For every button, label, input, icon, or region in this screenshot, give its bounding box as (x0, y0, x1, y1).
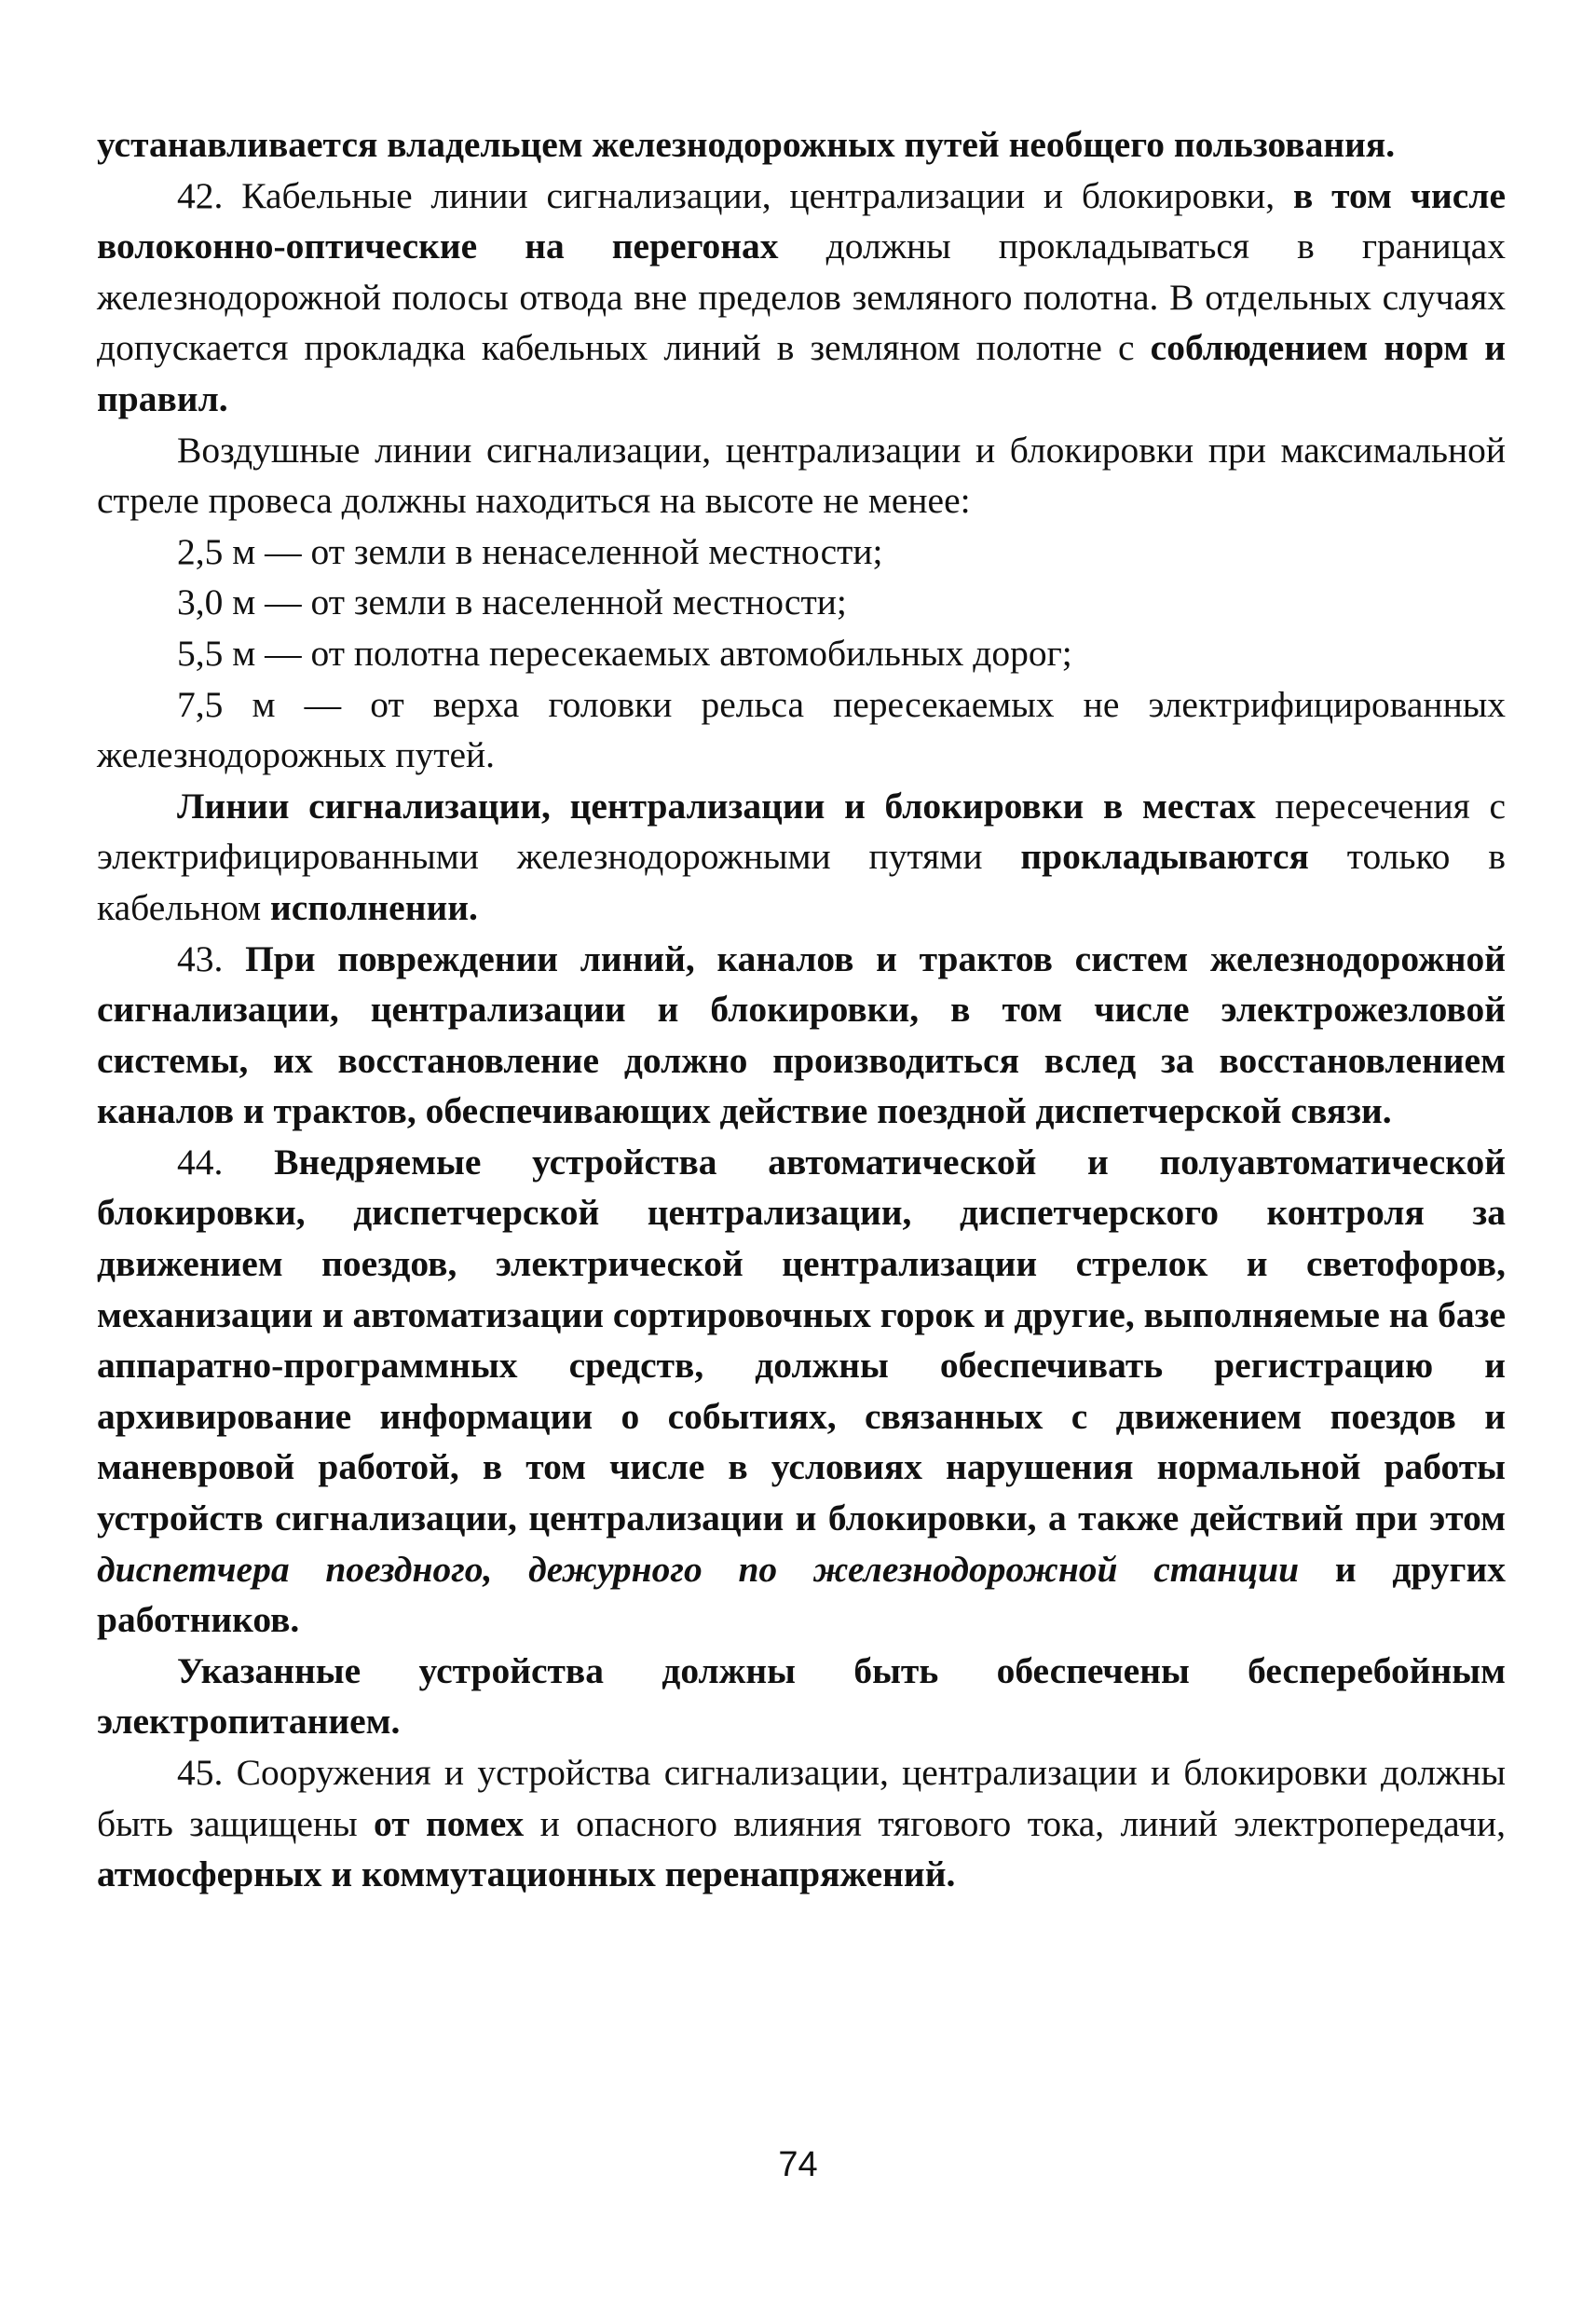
list-item-height (97, 628, 1506, 679)
text-run: пересечения с электрифицированными железнодорожными путями (97, 785, 1506, 878)
text-run: 44. (177, 1141, 275, 1183)
text-run: и опасного влияния тягового тока, линий электропередачи, (524, 1802, 1506, 1844)
text-run: 45. Сооружения и устройства сигнализации, централизации и блокировки должны быть защищены (97, 1752, 1506, 1844)
text-run: должны прокладываться в границах железнодорожной полосы отвода вне пределов земляного полотна. В отдельных случаях допускается прокладка кабельных линий в земляном полотне с (97, 226, 1506, 369)
text-run: 42. Кабельные линии сигнализации, централизации и блокировки, (177, 174, 1293, 216)
paragraph-continuation (97, 119, 1506, 171)
text-run: 2,5 м — от земли в ненаселенной местности; (177, 530, 883, 572)
list-item-height (97, 577, 1506, 628)
document-page (97, 119, 1506, 1900)
text-run: При повреждении линий, каналов и трактов систем железнодорожной сигнализации, централизации и блокировки, в том числе электрожезловой системы, их восстановление должно производиться вслед за восстановлением каналов и трактов, обеспечивающих действие поездной диспетчерской связи. (97, 937, 1506, 1132)
text-run: исполнении. (269, 886, 478, 928)
text-run: атмосферных и коммутационных перенапряжений. (97, 1853, 956, 1895)
text-run: Внедряемые устройства автоматической и полуавтоматической блокировки, диспетчерской централизации, диспетчерского контроля за движением поездов, электрической централизации стрелок и светофоров, механизации и автоматизации сортировочных горок и другие, выполняемые на базе аппаратно-программных средств, должны обеспечивать регистрацию и архивирование информации о событиях, связанных с движением поездов и маневровой работой, в том числе в условиях нарушения нормальной работы устройств сигнализации, централизации и блокировки, а также действий при этом (97, 1141, 1507, 1539)
text-run: 43. (177, 937, 246, 979)
text-run: от помех (374, 1802, 525, 1844)
text-run: Линии сигнализации, централизации и блокировки в местах (177, 785, 1256, 827)
paragraph-42 (97, 171, 1506, 425)
paragraph-43 (97, 934, 1506, 1137)
text-run: Указанные устройства должны быть обеспечены бесперебойным электропитанием. (97, 1649, 1506, 1743)
paragraph-45 (97, 1747, 1506, 1900)
text-run: в том числе волоконно-оптические на перегонах (97, 174, 1506, 267)
text-run: и других работников. (97, 1548, 1506, 1641)
page-number: 74 (778, 2145, 818, 2184)
text-run: диспетчера поездного, дежурного по железнодорожной станции (97, 1548, 1300, 1590)
text-run: только в кабельном (97, 836, 1506, 928)
paragraph-44 (97, 1137, 1506, 1646)
text-run: устанавливается владельцем железнодорожных путей необщего пользования. (97, 124, 1396, 165)
text-run: Воздушные линии сигнализации, централизации и блокировки при максимальной стреле провеса должны находиться на высоте не менее: (97, 429, 1506, 522)
text-run: 7,5 м — от верха головки рельса пересекаемых не электрифицированных железнодорожных путей. (97, 683, 1506, 776)
paragraph-overhead-lines (97, 425, 1506, 526)
text-run: соблюдением норм и правил. (97, 327, 1506, 419)
list-item-height (97, 526, 1506, 578)
paragraph-power-supply (97, 1646, 1506, 1747)
paragraph-crossing (97, 781, 1506, 934)
text-run: прокладываются (1020, 836, 1309, 878)
list-item-height (97, 679, 1506, 781)
text-run: 3,0 м — от земли в населенной местности; (177, 581, 847, 623)
text-run: 5,5 м — от полотна пересекаемых автомобильных дорог; (177, 632, 1072, 674)
